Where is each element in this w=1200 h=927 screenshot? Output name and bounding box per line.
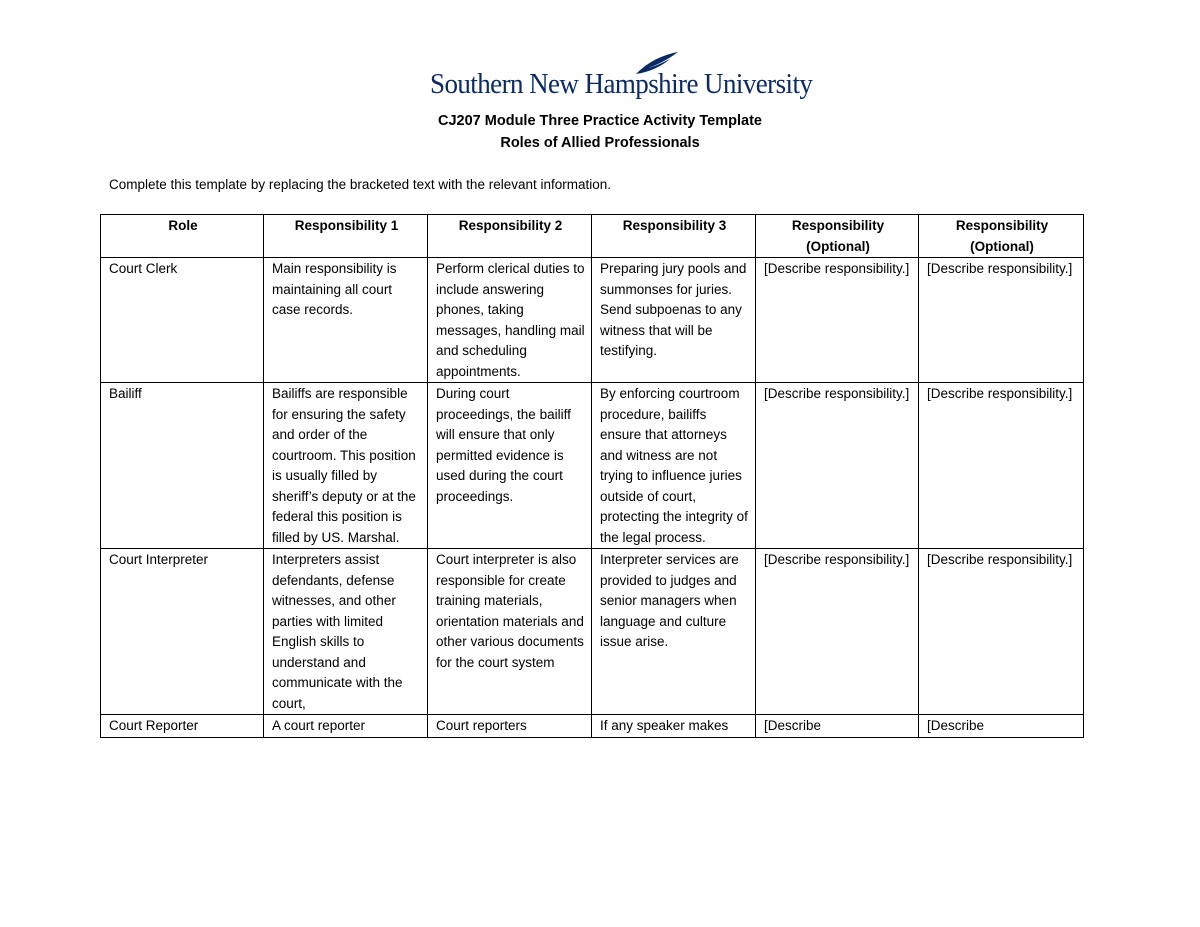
responsibility-2-cell: During court proceedings, the bailiff will ensure that only permitted evidence is used during the court proceedings. [428,383,592,549]
responsibility-2-cell: Court interpreter is also responsible for create training materials, orientation materials and other various documents for the court system [428,549,592,715]
responsibility-optional-cell: [Describe responsibility.] [756,258,919,383]
responsibility-optional-cell: [Describe responsibility.] [919,549,1084,715]
document-subtitle: Roles of Allied Professionals [500,135,700,151]
role-cell: Court Interpreter [101,549,264,715]
table-row [101,383,1084,549]
header-responsibility-optional-1: Responsibility (Optional) [756,215,919,258]
role-cell: Court Clerk [101,258,264,383]
header-role: Role [101,215,264,258]
header-responsibility-2: Responsibility 2 [428,215,592,258]
responsibility-3-cell: Interpreter services are provided to judges and senior managers when language and culture issue arise. [592,549,756,715]
header-responsibility-3: Responsibility 3 [592,215,756,258]
role-cell: Bailiff [101,383,264,549]
header-responsibility-1: Responsibility 1 [264,215,428,258]
university-logo [430,50,813,108]
roles-table [100,214,1084,738]
document-title: CJ207 Module Three Practice Activity Template [438,113,762,129]
table-row [101,715,1084,738]
responsibility-2-cell: Court reporters [428,715,592,738]
responsibility-1-cell: Interpreters assist defendants, defense witnesses, and other parties with limited English skills to understand and communicate with the court, [264,549,428,715]
university-name: Southern New Hampshire University [430,68,813,100]
responsibility-optional-cell: [Describe [919,715,1084,738]
role-cell: Court Reporter [101,715,264,738]
table-row [101,258,1084,383]
header-responsibility-optional-2: Responsibility (Optional) [919,215,1084,258]
responsibility-2-cell: Perform clerical duties to include answering phones, taking messages, handling mail and scheduling appointments. [428,258,592,383]
responsibility-optional-cell: [Describe [756,715,919,738]
table-header-row [101,215,1084,258]
responsibility-1-cell: Main responsibility is maintaining all court case records. [264,258,428,383]
responsibility-1-cell: Bailiffs are responsible for ensuring the safety and order of the courtroom. This position is usually filled by sheriff’s deputy or at the federal this position is filled by US. Marshal. [264,383,428,549]
responsibility-optional-cell: [Describe responsibility.] [756,383,919,549]
responsibility-3-cell: By enforcing courtroom procedure, bailiffs ensure that attorneys and witness are not trying to influence juries outside of court, protecting the integrity of the legal process. [592,383,756,549]
responsibility-optional-cell: [Describe responsibility.] [919,258,1084,383]
responsibility-3-cell: If any speaker makes [592,715,756,738]
responsibility-optional-cell: [Describe responsibility.] [919,383,1084,549]
table-row [101,549,1084,715]
responsibility-optional-cell: [Describe responsibility.] [756,549,919,715]
instructions-text: Complete this template by replacing the bracketed text with the relevant information. [109,177,612,192]
responsibility-1-cell: A court reporter [264,715,428,738]
responsibility-3-cell: Preparing jury pools and summonses for juries. Send subpoenas to any witness that will be testifying. [592,258,756,383]
